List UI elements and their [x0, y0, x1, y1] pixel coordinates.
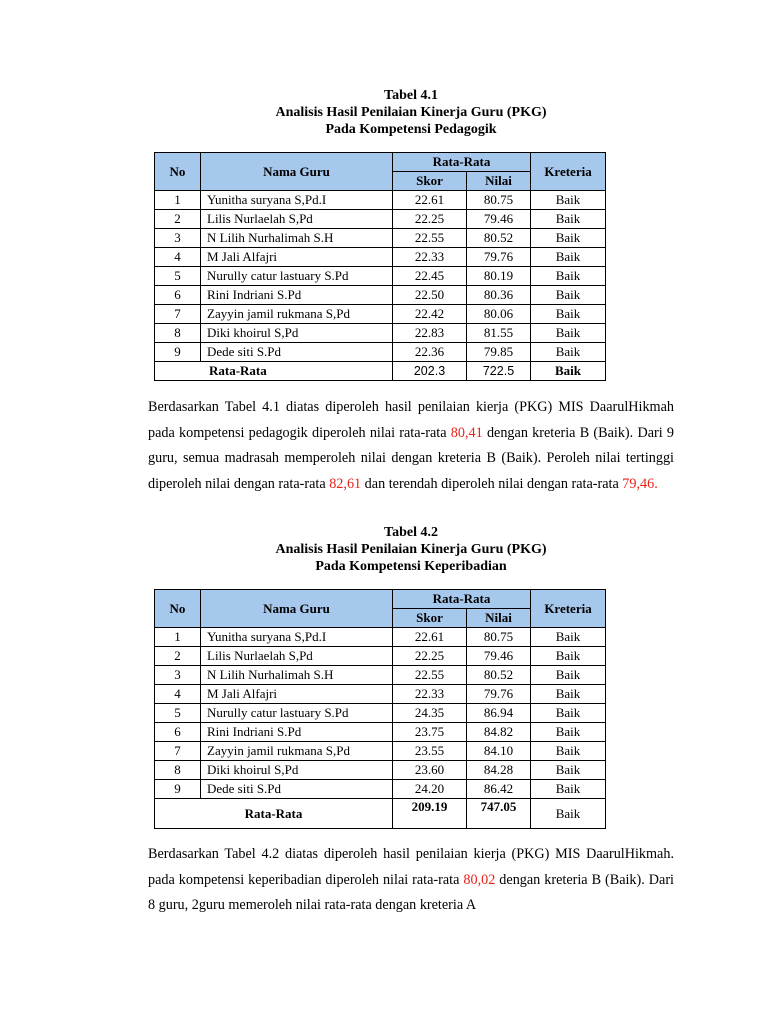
- table2-title: Analisis Hasil Penilaian Kinerja Guru (PKG): [275, 542, 547, 557]
- table1-title: Analisis Hasil Penilaian Kinerja Guru (PKG): [275, 105, 547, 120]
- cell-nama: Rini Indriani S.Pd: [201, 723, 393, 742]
- table-row: [155, 704, 606, 723]
- header-nama-guru: Nama Guru: [201, 590, 393, 628]
- cell-no: 5: [155, 704, 201, 723]
- paragraph1-text1: Berdasarkan Tabel 4.1 diatas diperoleh hasil penilaian kierja (PKG) MIS DaarulHikmah pada kompetensi pedagogik diperoleh nilai rata-rata: [148, 399, 674, 441]
- cell-nama: Rini Indriani S.Pd: [201, 286, 393, 305]
- cell-skor: 22.42: [393, 305, 467, 324]
- cell-no: 9: [155, 780, 201, 799]
- cell-nilai: 79.76: [467, 248, 531, 267]
- total-skor: 202.3: [393, 362, 467, 381]
- cell-nilai: 79.85: [467, 343, 531, 362]
- cell-skor: 24.20: [393, 780, 467, 799]
- cell-nama: Dede siti S.Pd: [201, 343, 393, 362]
- header-rata-rata: Rata-Rata: [393, 590, 531, 609]
- cell-kreteria: Baik: [531, 723, 606, 742]
- cell-nama: Yunitha suryana S,Pd.I: [201, 628, 393, 647]
- table1-subtitle: Pada Kompetensi Pedagogik: [325, 122, 497, 137]
- cell-nilai: 80.52: [467, 229, 531, 248]
- cell-nilai: 79.76: [467, 685, 531, 704]
- cell-skor: 22.25: [393, 647, 467, 666]
- cell-skor: 22.36: [393, 343, 467, 362]
- cell-kreteria: Baik: [531, 248, 606, 267]
- header-kreteria: Kreteria: [531, 590, 606, 628]
- cell-nama: N Lilih Nurhalimah S.H: [201, 666, 393, 685]
- cell-kreteria: Baik: [531, 685, 606, 704]
- cell-skor: 22.55: [393, 229, 467, 248]
- table-row: [155, 248, 606, 267]
- cell-no: 8: [155, 761, 201, 780]
- cell-nilai: 79.46: [467, 647, 531, 666]
- cell-kreteria: Baik: [531, 305, 606, 324]
- total-skor: 209.19: [393, 799, 467, 829]
- cell-no: 6: [155, 286, 201, 305]
- cell-kreteria: Baik: [531, 780, 606, 799]
- paragraph2-text2: dengan kreteria B (Baik). Dari 8 guru, 2guru memeroleh nilai rata-rata dengan kreteria A: [148, 871, 674, 913]
- cell-nama: Dede siti S.Pd: [201, 780, 393, 799]
- cell-kreteria: Baik: [531, 229, 606, 248]
- cell-kreteria: Baik: [531, 647, 606, 666]
- total-kreteria: Baik: [531, 799, 606, 829]
- cell-nama: Nurully catur lastuary S.Pd: [201, 267, 393, 286]
- paragraph2-value1: 80,02: [463, 871, 496, 888]
- cell-kreteria: Baik: [531, 267, 606, 286]
- cell-nama: Zayyin jamil rukmana S,Pd: [201, 742, 393, 761]
- cell-no: 7: [155, 305, 201, 324]
- table-row: [155, 647, 606, 666]
- table-row: [155, 742, 606, 761]
- cell-nilai: 86.42: [467, 780, 531, 799]
- table-row: [155, 666, 606, 685]
- total-nilai: 747.05: [467, 799, 531, 829]
- cell-skor: 22.61: [393, 191, 467, 210]
- table-row: [155, 723, 606, 742]
- cell-nama: Lilis Nurlaelah S,Pd: [201, 210, 393, 229]
- cell-nilai: 81.55: [467, 324, 531, 343]
- cell-nilai: 80.36: [467, 286, 531, 305]
- header-no: No: [155, 153, 201, 191]
- cell-nilai: 84.10: [467, 742, 531, 761]
- cell-kreteria: Baik: [531, 666, 606, 685]
- cell-no: 7: [155, 742, 201, 761]
- cell-nilai: 84.28: [467, 761, 531, 780]
- total-label: Rata-Rata: [155, 362, 393, 381]
- cell-nama: Diki khoirul S,Pd: [201, 761, 393, 780]
- table-total-row: [155, 799, 606, 829]
- header-kreteria: Kreteria: [531, 153, 606, 191]
- header-skor: Skor: [393, 609, 467, 628]
- table-row: [155, 628, 606, 647]
- cell-skor: 22.33: [393, 685, 467, 704]
- paragraph1-value3: 79,46.: [622, 475, 658, 492]
- cell-no: 1: [155, 191, 201, 210]
- cell-kreteria: Baik: [531, 761, 606, 780]
- cell-no: 9: [155, 343, 201, 362]
- total-label: Rata-Rata: [155, 799, 393, 829]
- cell-nama: M Jali Alfajri: [201, 685, 393, 704]
- cell-skor: 22.33: [393, 248, 467, 267]
- paragraph2: [148, 842, 674, 919]
- cell-nilai: 80.75: [467, 191, 531, 210]
- cell-nama: Zayyin jamil rukmana S,Pd: [201, 305, 393, 324]
- cell-nama: Lilis Nurlaelah S,Pd: [201, 647, 393, 666]
- cell-nilai: 80.06: [467, 305, 531, 324]
- cell-skor: 22.61: [393, 628, 467, 647]
- cell-nilai: 80.52: [467, 666, 531, 685]
- cell-skor: 23.60: [393, 761, 467, 780]
- table-total-row: [155, 362, 606, 381]
- table-row: [155, 267, 606, 286]
- cell-skor: 23.75: [393, 723, 467, 742]
- table-row: [155, 685, 606, 704]
- paragraph1-value2: 82,61: [329, 475, 362, 492]
- header-rata-rata: Rata-Rata: [393, 153, 531, 172]
- cell-kreteria: Baik: [531, 191, 606, 210]
- cell-skor: 22.83: [393, 324, 467, 343]
- cell-kreteria: Baik: [531, 324, 606, 343]
- paragraph1-text2: dengan kreteria B (Baik). Dari 9 guru, semua madrasah memperoleh nilai dengan kreteria B (Baik). Peroleh nilai tertinggi diperoleh nilai dengan rata-rata: [148, 424, 674, 492]
- table2-label: Tabel 4.2: [384, 525, 438, 540]
- cell-kreteria: Baik: [531, 742, 606, 761]
- cell-no: 3: [155, 229, 201, 248]
- cell-nama: M Jali Alfajri: [201, 248, 393, 267]
- table1-caption: [148, 87, 674, 138]
- cell-skor: 22.50: [393, 286, 467, 305]
- table2-subtitle: Pada Kompetensi Keperibadian: [315, 559, 507, 574]
- cell-kreteria: Baik: [531, 286, 606, 305]
- table-row: [155, 229, 606, 248]
- table2-caption: [148, 524, 674, 575]
- table1-label: Tabel 4.1: [384, 88, 438, 103]
- cell-nama: Diki khoirul S,Pd: [201, 324, 393, 343]
- table2: [154, 589, 606, 829]
- table-row: [155, 324, 606, 343]
- header-nama-guru: Nama Guru: [201, 153, 393, 191]
- total-nilai: 722.5: [467, 362, 531, 381]
- cell-no: 4: [155, 248, 201, 267]
- header-no: No: [155, 590, 201, 628]
- paragraph1: [148, 395, 674, 497]
- cell-no: 8: [155, 324, 201, 343]
- table-row: [155, 305, 606, 324]
- table-row: [155, 343, 606, 362]
- cell-nama: Yunitha suryana S,Pd.I: [201, 191, 393, 210]
- cell-no: 6: [155, 723, 201, 742]
- table1: [154, 152, 606, 381]
- cell-kreteria: Baik: [531, 343, 606, 362]
- cell-nilai: 84.82: [467, 723, 531, 742]
- cell-nama: N Lilih Nurhalimah S.H: [201, 229, 393, 248]
- table-row: [155, 286, 606, 305]
- table-row: [155, 191, 606, 210]
- header-nilai: Nilai: [467, 609, 531, 628]
- cell-skor: 22.55: [393, 666, 467, 685]
- table-row: [155, 210, 606, 229]
- cell-nama: Nurully catur lastuary S.Pd: [201, 704, 393, 723]
- cell-kreteria: Baik: [531, 210, 606, 229]
- paragraph2-text1: Berdasarkan Tabel 4.2 diatas diperoleh hasil penilaian kierja (PKG) MIS DaarulHikmah. pada kompetensi keperibadian diperoleh nilai rata-rata: [148, 846, 674, 888]
- cell-no: 5: [155, 267, 201, 286]
- cell-skor: 22.45: [393, 267, 467, 286]
- cell-nilai: 79.46: [467, 210, 531, 229]
- table-row: [155, 761, 606, 780]
- total-kreteria: Baik: [531, 362, 606, 381]
- paragraph1-text3: dan terendah diperoleh nilai dengan rata-rata: [361, 475, 623, 492]
- cell-skor: 24.35: [393, 704, 467, 723]
- cell-skor: 23.55: [393, 742, 467, 761]
- cell-kreteria: Baik: [531, 628, 606, 647]
- cell-nilai: 80.75: [467, 628, 531, 647]
- cell-nilai: 86.94: [467, 704, 531, 723]
- header-nilai: Nilai: [467, 172, 531, 191]
- paragraph1-value1: 80,41: [450, 424, 483, 441]
- cell-no: 2: [155, 647, 201, 666]
- cell-nilai: 80.19: [467, 267, 531, 286]
- cell-no: 4: [155, 685, 201, 704]
- cell-no: 1: [155, 628, 201, 647]
- table-row: [155, 780, 606, 799]
- cell-no: 3: [155, 666, 201, 685]
- header-skor: Skor: [393, 172, 467, 191]
- cell-skor: 22.25: [393, 210, 467, 229]
- cell-no: 2: [155, 210, 201, 229]
- cell-kreteria: Baik: [531, 704, 606, 723]
